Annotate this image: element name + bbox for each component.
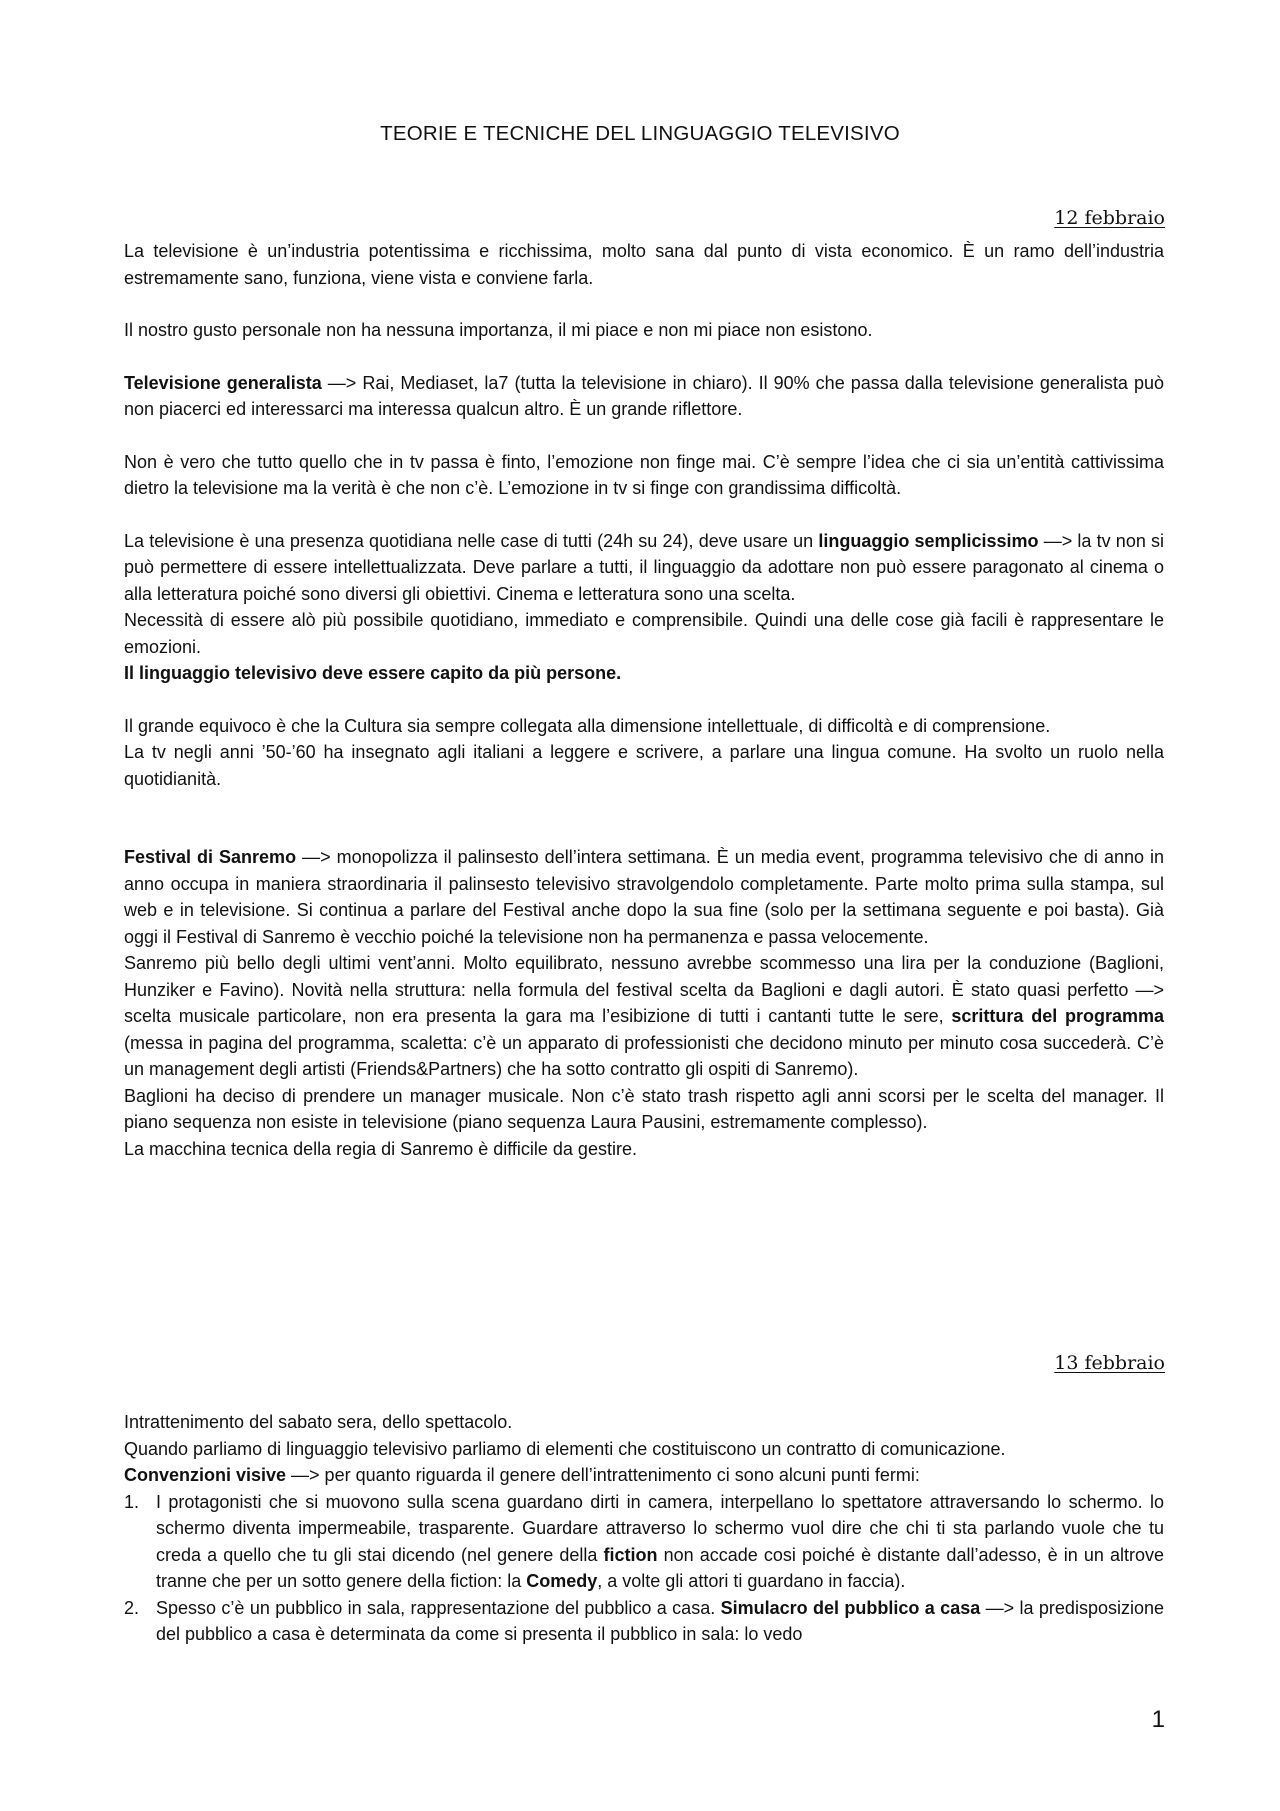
section-13-febbraio xyxy=(124,1409,1164,1648)
bold-term: Comedy xyxy=(526,1571,598,1591)
section-12-febbraio xyxy=(124,238,1164,1162)
list-item: 2. Spesso c’è un pubblico in sala, rappresentazione del pubblico a casa. Simulacro del pubblico a casa —> la predisposizione del pubblico a casa è determinata da come si presenta il pubblico in sala: lo vedo xyxy=(124,1595,1164,1648)
paragraph: Necessità di essere alò più possibile quotidiano, immediato e comprensibile. Quindi una delle cose già facili è rappresentare le emozioni. xyxy=(124,610,1164,657)
bold-term: Festival di Sanremo xyxy=(124,847,297,867)
bold-term: linguaggio semplicissimo xyxy=(818,530,1039,551)
paragraph: Sanremo più bello degli ultimi vent’anni. Molto equilibrato, nessuno avrebbe scommesso una lira per la conduzione (Baglioni, Hunziker e Favino). Novità nella struttura: nella formula del festival scelta da Baglioni e dagli autori. È stato quasi perfetto —> scelta musicale particolare, non era presenta la gara ma l’esibizione di tutti i cantanti tutte le sere, scrittura del programma (messa in pagina del programma, scaletta: c’è un apparato di professionisti che decidono minuto per minuto cosa succederà. C’è un management degli artisti (Friends&Partners) che ha sotto contratto gli ospiti di Sanremo). xyxy=(124,953,1164,1079)
paragraph: Festival di Sanremo —> monopolizza il palinsesto dell’intera settimana. È un media event, programma televisivo che di anno in anno occupa in maniera straordinaria il palinsesto televisivo stravolgendolo completamente. Parte molto prima sulla stampa, sul web e in televisione. Si continua a parlare del Festival anche dopo la sua fine (solo per la settimana seguente e poi basta). Già oggi il Festival di Sanremo è vecchio poiché la televisione non ha permanenza e passa velocemente. xyxy=(124,847,1164,947)
paragraph: Intrattenimento del sabato sera, dello spettacolo. xyxy=(124,1412,513,1432)
bold-term: scrittura del programma xyxy=(951,1006,1164,1026)
paragraph: La tv negli anni ’50-’60 ha insegnato agli italiani a leggere e scrivere, a parlare una lingua comune. Ha svolto un ruolo nella quotidianità. xyxy=(124,742,1164,789)
list-number: 1. xyxy=(124,1491,140,1512)
paragraph: La macchina tecnica della regia di Sanremo è difficile da gestire. xyxy=(124,1138,637,1159)
bold-term: fiction xyxy=(603,1544,658,1565)
page-number: 1 xyxy=(1151,1706,1165,1733)
paragraph-bold: Il linguaggio televisivo deve essere capito da più persone. xyxy=(124,663,622,683)
date-heading: 13 febbraio xyxy=(1054,1352,1165,1374)
paragraph: Televisione generalista —> Rai, Mediaset, la7 (tutta la televisione in chiaro). Il 90% che passa dalla televisione generalista può non piacerci ed interessarci ma interessa qualcun altro. È un grande riflettore. xyxy=(124,372,1164,419)
date-heading: 12 febbraio xyxy=(1054,207,1165,229)
bold-term: Simulacro del pubblico a casa xyxy=(720,1597,981,1618)
paragraph: La televisione è una presenza quotidiana nelle case di tutti (24h su 24), deve usare un linguaggio semplicissimo —> la tv non si può permettere di essere intellettualizzata. Deve parlare a tutti, il linguaggio da adottare non può essere paragonato al cinema o alla letteratura poiché sono diversi gli obiettivi. Cinema e letteratura sono una scelta. xyxy=(124,530,1165,604)
bold-term: Convenzioni visive xyxy=(124,1465,287,1485)
list-number: 2. xyxy=(124,1597,140,1618)
list-item: 1. I protagonisti che si muovono sulla scena guardano dirti in camera, interpellano lo spettatore attraversando lo schermo. lo schermo diventa impermeabile, trasparente. Guardare attraverso lo schermo vuol dire che chi ti sta parlando vuole che tu creda a quello che tu gli stai dicendo (nel genere della fiction non accade cosi poiché è distante dall’adesso, è in un altrove tranne che per un sotto genere della fiction: la Comedy, a volte gli attori ti guardano in faccia). xyxy=(124,1489,1164,1595)
paragraph: Quando parliamo di linguaggio televisivo parliamo di elementi che costituiscono un contratto di comunicazione. xyxy=(124,1438,1006,1459)
document-title: TEORIE E TECNICHE DEL LINGUAGGIO TELEVISIVO xyxy=(380,122,900,145)
numbered-list xyxy=(124,1489,1164,1648)
paragraph: Convenzioni visive —> per quanto riguarda il genere dell’intrattenimento ci sono alcuni punti fermi: xyxy=(124,1465,920,1485)
paragraph: La televisione è un’industria potentissima e ricchissima, molto sana dal punto di vista economico. È un ramo dell’industria estremamente sano, funziona, viene vista e conviene farla. xyxy=(124,241,1164,288)
bold-term: Televisione generalista xyxy=(124,372,322,393)
paragraph: Il nostro gusto personale non ha nessuna importanza, il mi piace e non mi piace non esistono. xyxy=(124,320,873,340)
paragraph: Il grande equivoco è che la Cultura sia sempre collegata alla dimensione intellettuale, di difficoltà e di comprensione. xyxy=(124,715,1051,736)
paragraph: Non è vero che tutto quello che in tv passa è finto, l’emozione non finge mai. C’è sempre l’idea che ci sia un’entità cattivissima dietro la televisione ma la verità è che non c’è. L’emozione in tv si finge con grandissima difficoltà. xyxy=(124,451,1164,498)
paragraph: Baglioni ha deciso di prendere un manager musicale. Non c’è stato trash rispetto agli anni scorsi per le scelta del manager. Il piano sequenza non esiste in televisione (piano sequenza Laura Pausini, estremamente complesso). xyxy=(124,1085,1164,1132)
